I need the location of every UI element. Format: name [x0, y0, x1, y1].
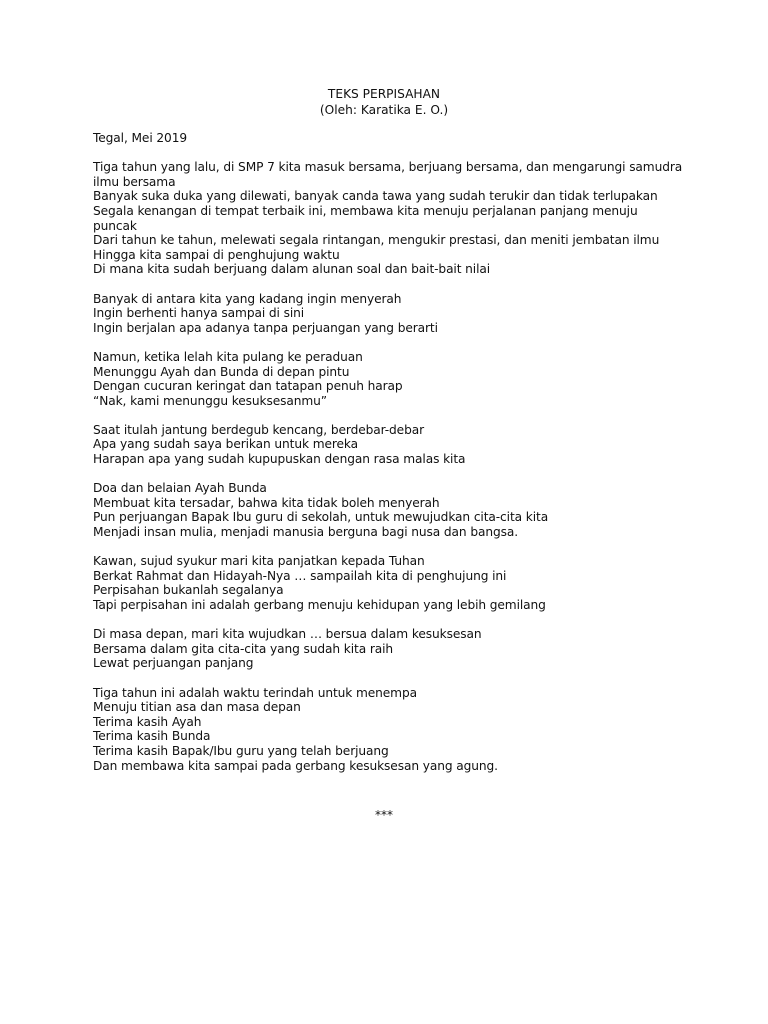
poem-line: Ingin berjalan apa adanya tanpa perjuangan yang berarti: [93, 320, 438, 335]
stanza: [93, 481, 693, 539]
body-text: [93, 131, 693, 773]
poem-line: Berkat Rahmat dan Hidayah-Nya … sampailah kita di penghujung ini: [93, 568, 507, 583]
poem-line: Banyak di antara kita yang kadang ingin menyerah: [93, 291, 402, 306]
stanza: [93, 627, 693, 671]
poem-line: Doa dan belaian Ayah Bunda: [93, 481, 267, 496]
poem-line: Membuat kita tersadar, bahwa kita tidak boleh menyerah: [93, 495, 440, 510]
stanza-gap: [93, 277, 693, 292]
stanza-gap: [93, 467, 693, 482]
poem-line: ilmu bersama: [93, 174, 176, 189]
poem-line: Segala kenangan di tempat terbaik ini, membawa kita menuju perjalanan panjang menuju: [93, 203, 638, 218]
poem-line: Tiga tahun ini adalah waktu terindah untuk menempa: [93, 685, 417, 700]
end-mark: ***: [375, 808, 393, 822]
stanza: [93, 350, 693, 408]
poem-line: Dari tahun ke tahun, melewati segala rintangan, mengukir prestasi, dan meniti jembatan ilmu: [93, 233, 660, 248]
poem-line: Harapan apa yang sudah kupupuskan dengan rasa malas kita: [93, 452, 466, 467]
poem-line: Namun, ketika lelah kita pulang ke peraduan: [93, 349, 363, 364]
poem-line: Terima kasih Bunda: [93, 729, 211, 744]
poem-line: Di mana kita sudah berjuang dalam alunan soal dan bait-bait nilai: [93, 262, 491, 277]
poem-line: “Nak, kami menunggu kesuksesanmu”: [93, 393, 328, 408]
poem-line: Tiga tahun yang lalu, di SMP 7 kita masuk bersama, berjuang bersama, dan mengarungi samudra: [93, 160, 683, 175]
stanza: [93, 686, 693, 774]
poem-line: Perpisahan bukanlah segalanya: [93, 583, 284, 598]
poem-line: Tapi perpisahan ini adalah gerbang menuju kehidupan yang lebih gemilang: [93, 598, 546, 612]
poem-line: Dan membawa kita sampai pada gerbang kesuksesan yang agung.: [93, 758, 498, 773]
poem-line: Menunggu Ayah dan Bunda di depan pintu: [93, 364, 350, 379]
title-block: [0, 86, 768, 118]
poem-line: Menuju titian asa dan masa depan: [93, 700, 301, 715]
stanza: [93, 160, 693, 277]
poem-line: puncak: [93, 218, 137, 233]
stanza-gap: [93, 335, 693, 350]
place-date: Tegal, Mei 2019: [93, 131, 187, 145]
poem-line: Bersama dalam gita cita-cita yang sudah kita raih: [93, 641, 394, 656]
poem-line: Pun perjuangan Bapak Ibu guru di sekolah, untuk mewujudkan cita-cita kita: [93, 510, 549, 525]
poem-line: Apa yang sudah saya berikan untuk mereka: [93, 437, 359, 452]
poem-line: Dengan cucuran keringat dan tatapan penuh harap: [93, 379, 403, 394]
stanzas: [93, 160, 693, 773]
stanza: [93, 554, 693, 612]
poem-line: Di masa depan, mari kita wujudkan … bersua dalam kesuksesan: [93, 627, 482, 642]
poem-line: Lewat perjuangan panjang: [93, 656, 254, 671]
stanza-gap: [93, 671, 693, 686]
stanza-gap: [93, 408, 693, 423]
poem-line: Hingga kita sampai di penghujung waktu: [93, 247, 340, 262]
poem-line: Terima kasih Ayah: [93, 714, 202, 729]
document-title: TEKS PERPISAHAN: [327, 87, 441, 101]
poem-line: Banyak suka duka yang dilewati, banyak canda tawa yang sudah terukir dan tidak terlupakan: [93, 189, 658, 204]
poem-line: Kawan, sujud syukur mari kita panjatkan kepada Tuhan: [93, 554, 425, 569]
stanza-gap: [93, 613, 693, 628]
poem-line: Ingin berhenti hanya sampai di sini: [93, 306, 305, 321]
stanza: [93, 292, 693, 336]
author-line: (Oleh: Karatika E. O.): [319, 103, 449, 117]
poem-line: Terima kasih Bapak/Ibu guru yang telah berjuang: [93, 743, 389, 758]
stanza-gap: [93, 540, 693, 555]
poem-line: Menjadi insan mulia, menjadi manusia berguna bagi nusa dan bangsa.: [93, 525, 518, 540]
poem-line: Saat itulah jantung berdegub kencang, berdebar-debar: [93, 422, 424, 437]
stanza: [93, 423, 693, 467]
